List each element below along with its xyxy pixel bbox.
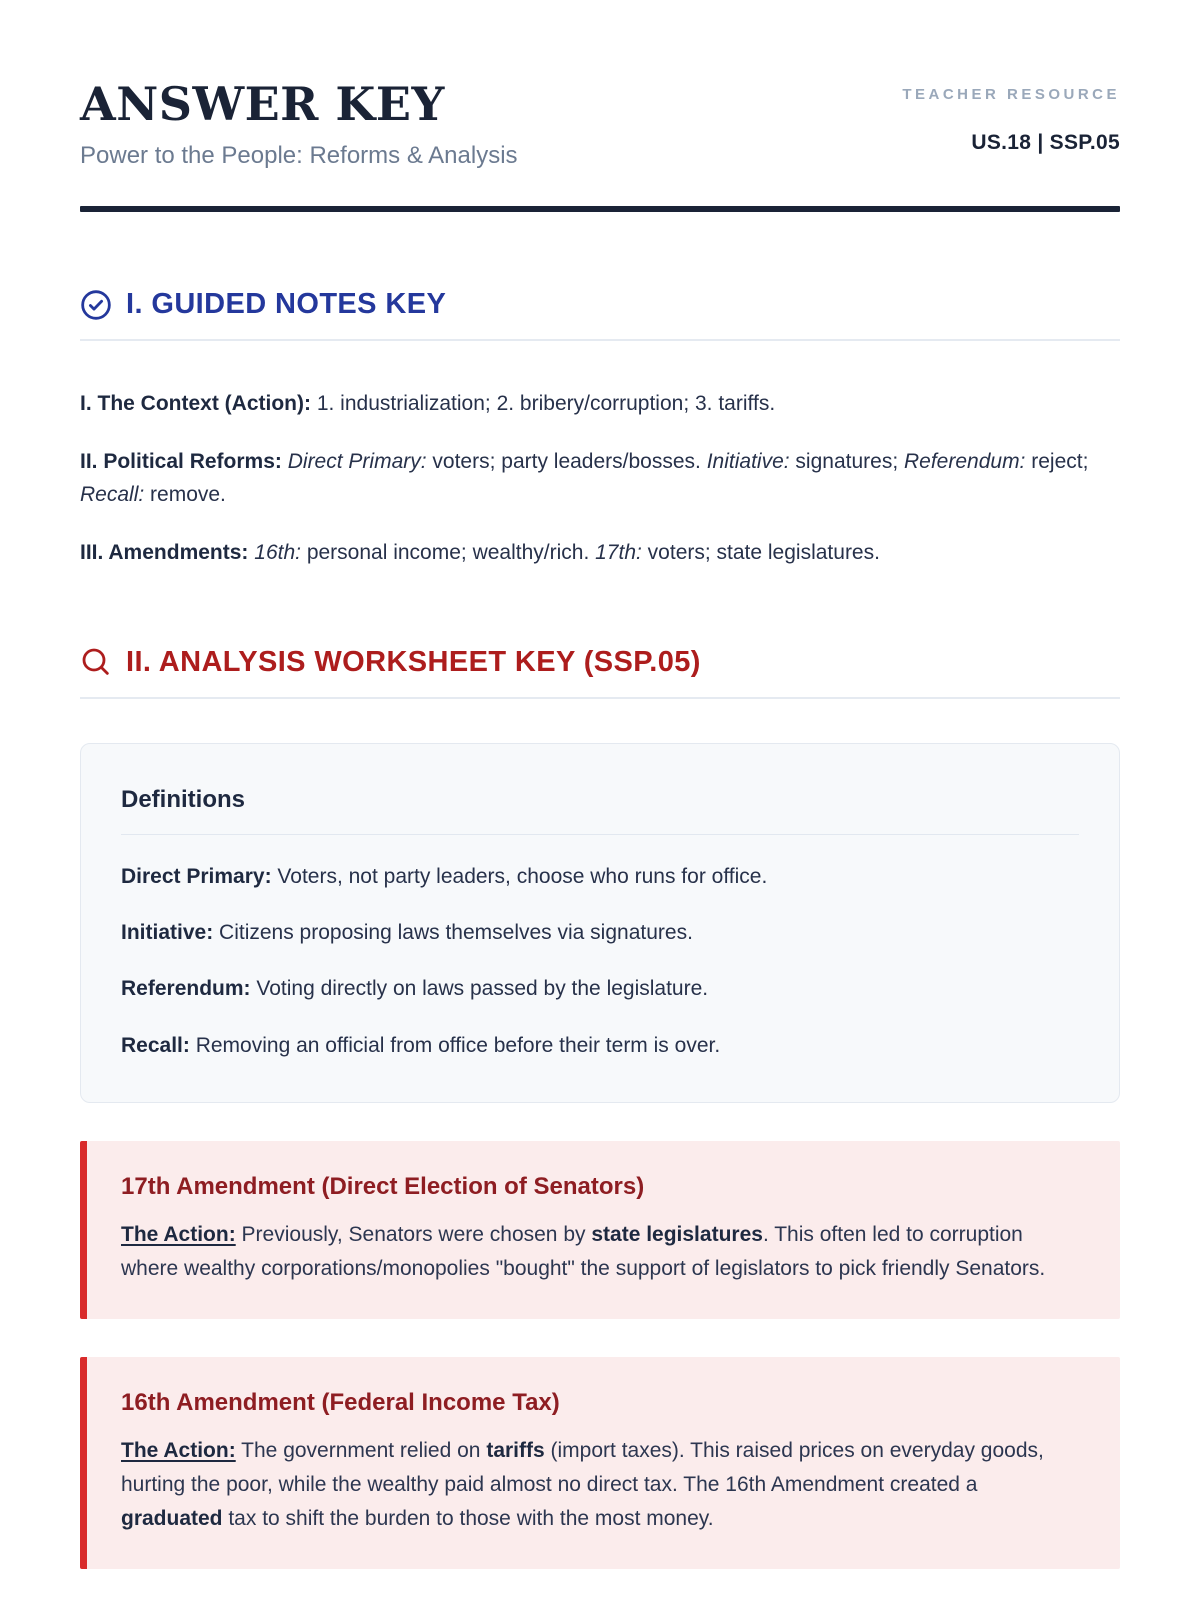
header-left [80, 77, 518, 170]
definition-referendum: Referendum: Voting directly on laws passed by the legislature. [121, 977, 709, 1001]
definitions-title: Definitions [121, 785, 245, 813]
check-circle-icon [80, 289, 112, 321]
answer-key-page [80, 0, 1120, 1569]
callout-16th-amendment [80, 1357, 1120, 1569]
section-divider [80, 339, 1120, 341]
analysis-section [80, 646, 1120, 1570]
header-right [902, 80, 1120, 155]
callout-16th-title: 16th Amendment (Federal Income Tax) [121, 1389, 560, 1417]
definitions-card [80, 743, 1120, 1104]
guided-notes-heading-label: I. GUIDED NOTES KEY [126, 288, 447, 321]
callout-17th-amendment [80, 1141, 1120, 1319]
standard-code: US.18 | SSP.05 [971, 131, 1120, 154]
teacher-resource-label: TEACHER RESOURCE [902, 86, 1120, 103]
definition-direct-primary: Direct Primary: Voters, not party leaders, choose who runs for office. [121, 864, 768, 888]
callout-17th-body: The Action: Previously, Senators were chosen by state legislatures. This often led to corruption where wealthy corporations/monopolies "bought" the support of legislators to pick friendly Senators. [121, 1223, 1046, 1280]
header-divider [80, 206, 1120, 212]
note-item-context: I. The Context (Action): 1. industrialization; 2. bribery/corruption; 3. tariffs. [80, 392, 776, 416]
definitions-divider [121, 834, 1079, 835]
analysis-heading-label: II. ANALYSIS WORKSHEET KEY (SSP.05) [126, 645, 701, 678]
page-subtitle: Power to the People: Reforms & Analysis [80, 142, 518, 170]
guided-notes-heading [80, 288, 1120, 321]
section-divider [80, 697, 1120, 699]
note-item-amendments: III. Amendments: 16th: personal income; wealthy/rich. 17th: voters; state legislatures. [80, 541, 880, 565]
page-header [80, 77, 1120, 170]
page-title: ANSWER KEY [80, 77, 445, 131]
note-item-political-reforms: II. Political Reforms: Direct Primary: voters; party leaders/bosses. Initiative: signatures; Referendum: reject; Recall: remove. [80, 449, 1089, 507]
guided-notes-section [80, 288, 1120, 569]
analysis-heading [80, 646, 1120, 679]
magnifier-icon [80, 646, 112, 678]
guided-notes-list [80, 387, 1120, 569]
callout-16th-body: The Action: The government relied on tariffs (import taxes). This raised prices on everyday goods, hurting the poor, while the wealthy paid almost no direct tax. The 16th Amendment created a graduated tax to shift the burden to those with the most money. [121, 1439, 1044, 1530]
definition-initiative: Initiative: Citizens proposing laws themselves via signatures. [121, 921, 693, 945]
callout-17th-title: 17th Amendment (Direct Election of Senators) [121, 1173, 645, 1201]
definition-recall: Recall: Removing an official from office before their term is over. [121, 1033, 721, 1057]
